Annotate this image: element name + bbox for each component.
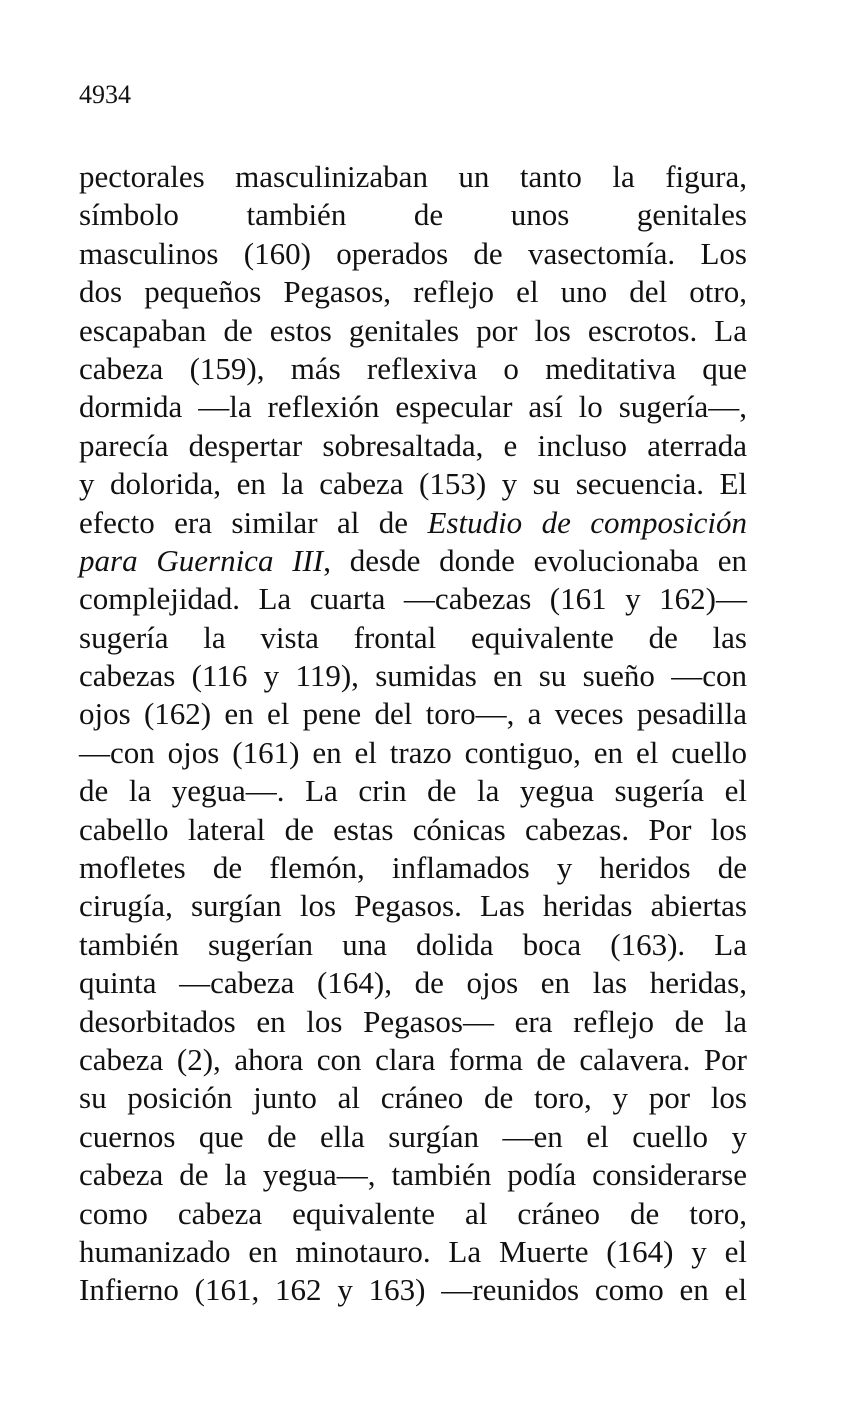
text-line: humanizado en minotauro. La Muerte (164) y el xyxy=(79,1233,747,1269)
text-fragment: efecto era similar al de xyxy=(79,504,428,540)
text-line: cuernos que de ella surgían —en el cuello y xyxy=(79,1118,747,1154)
text-line-mixed xyxy=(79,542,747,580)
text-line: cabeza (2), ahora con clara forma de calavera. Por xyxy=(79,1041,747,1077)
text-line: cabeza (159), más reflexiva o meditativa que xyxy=(79,350,747,386)
italic-title-fragment: Estudio de composición xyxy=(427,504,747,540)
text-line: su posición junto al cráneo de toro, y por los xyxy=(79,1080,747,1116)
text-fragment: , desde donde evolucionaba en xyxy=(323,542,747,578)
text-line: como cabeza equivalente al cráneo de toro, xyxy=(79,1195,747,1231)
text-line: de la yegua—. La crin de la yegua sugería el xyxy=(79,773,747,809)
text-line: mofletes de flemón, inflamados y heridos de xyxy=(79,850,747,886)
text-line: complejidad. La cuarta —cabezas (161 y 162)— xyxy=(79,581,747,617)
text-line: símbolo también de unos genitales xyxy=(79,197,747,233)
text-line: dormida —la reflexión especular así lo sugería—, xyxy=(79,389,747,425)
text-line: también sugerían una dolida boca (163). La xyxy=(79,926,747,962)
text-line: desorbitados en los Pegasos— era reflejo de la xyxy=(79,1003,747,1039)
text-line: cirugía, surgían los Pegasos. Las heridas abiertas xyxy=(79,888,747,924)
text-line: cabello lateral de estas cónicas cabezas. Por los xyxy=(79,811,747,847)
text-line: —con ojos (161) en el trazo contiguo, en el cuello xyxy=(79,734,747,770)
body-text xyxy=(79,158,747,1310)
text-line: pectorales masculinizaban un tanto la figura, xyxy=(79,159,747,194)
text-line: y dolorida, en la cabeza (153) y su secuencia. El xyxy=(79,466,747,502)
text-line-mixed xyxy=(79,504,747,542)
text-line: escapaban de estos genitales por los escrotos. La xyxy=(79,312,747,348)
text-line: Infierno (161, 162 y 163) —reunidos como en el xyxy=(79,1272,747,1308)
text-line: quinta —cabeza (164), de ojos en las heridas, xyxy=(79,965,747,1001)
page-number: 4934 xyxy=(79,80,131,109)
text-line: ojos (162) en el pene del toro—, a veces pesadilla xyxy=(79,696,747,732)
text-line: dos pequeños Pegasos, reflejo el uno del otro, xyxy=(79,274,747,310)
italic-title-fragment: para Guernica III xyxy=(79,542,324,578)
text-line: sugería la vista frontal equivalente de las xyxy=(79,619,747,655)
text-line: masculinos (160) operados de vasectomía. Los xyxy=(79,235,747,271)
text-line: parecía despertar sobresaltada, e incluso aterrada xyxy=(79,427,747,463)
text-line: cabezas (116 y 119), sumidas en su sueño —con xyxy=(79,658,747,694)
text-line: cabeza de la yegua—, también podía considerarse xyxy=(79,1157,747,1193)
